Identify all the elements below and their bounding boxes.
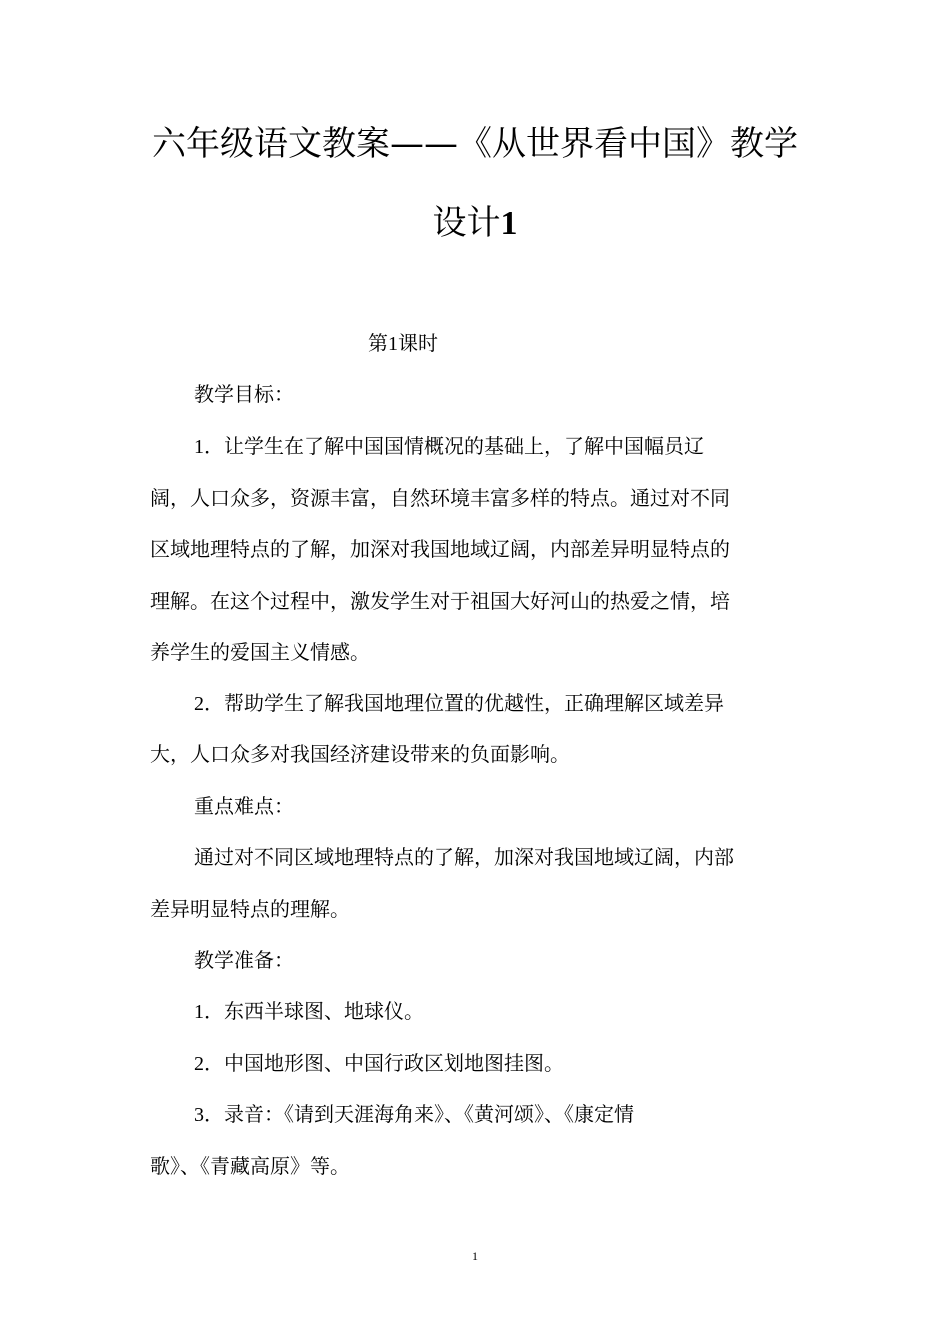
goal-1-line-4: 理解。在这个过程中，激发学生对于祖国大好河山的热爱之情，培 (150, 589, 730, 613)
prep-1-text: ．东西半球图、地球仪。 (204, 999, 424, 1023)
goal-1-text: ．让学生在了解中国国情概况的基础上，了解中国幅员辽 (204, 434, 704, 458)
goal-1-line-1 (194, 432, 704, 461)
prep-item-2 (194, 1049, 564, 1078)
key-points-line-1: 通过对不同区域地理特点的了解，加深对我国地域辽阔，内部 (194, 845, 734, 869)
prep-1-number: 1 (194, 1001, 204, 1023)
prep-3-number: 3 (194, 1104, 204, 1126)
goal-2-number: 2 (194, 693, 204, 715)
prep-2-number: 2 (194, 1053, 204, 1075)
goal-2-line-2: 大，人口众多对我国经济建设带来的负面影响。 (150, 742, 570, 766)
goal-1-number: 1 (194, 436, 204, 458)
prep-item-1 (194, 997, 424, 1026)
lesson-heading (368, 329, 438, 358)
goal-2-line-1 (194, 689, 724, 718)
lesson-prefix: 第 (368, 331, 388, 355)
document-title-line-2 (0, 203, 950, 244)
section-heading-goals: 教学目标： (194, 382, 294, 406)
goal-1-line-5: 养学生的爱国主义情感。 (150, 640, 370, 664)
goal-1-line-3: 区域地理特点的了解，加深对我国地域辽阔，内部差异明显特点的 (150, 537, 730, 561)
document-title-line-1: 六年级语文教案——《从世界看中国》教学 (152, 124, 798, 164)
prep-item-3-line-1 (194, 1100, 634, 1129)
prep-3-text: ．录音：《请到天涯海角来》、《黄河颂》、《康定情 (204, 1102, 634, 1126)
title-text: 设计 (432, 203, 501, 243)
key-points-line-2: 差异明显特点的理解。 (150, 897, 350, 921)
page-number: 1 (472, 1249, 478, 1263)
section-heading-key-points: 重点难点： (194, 794, 294, 818)
prep-2-text: ．中国地形图、中国行政区划地图挂图。 (204, 1051, 564, 1075)
lesson-suffix: 课时 (398, 331, 438, 355)
lesson-number: 1 (388, 333, 398, 355)
goal-1-line-2: 阔，人口众多，资源丰富，自然环境丰富多样的特点。通过对不同 (150, 486, 730, 510)
section-heading-preparation: 教学准备： (194, 948, 294, 972)
prep-item-3-line-2: 歌》、《青藏高原》等。 (150, 1154, 350, 1178)
title-number: 1 (500, 205, 518, 242)
goal-2-text: ．帮助学生了解我国地理位置的优越性，正确理解区域差异 (204, 691, 724, 715)
